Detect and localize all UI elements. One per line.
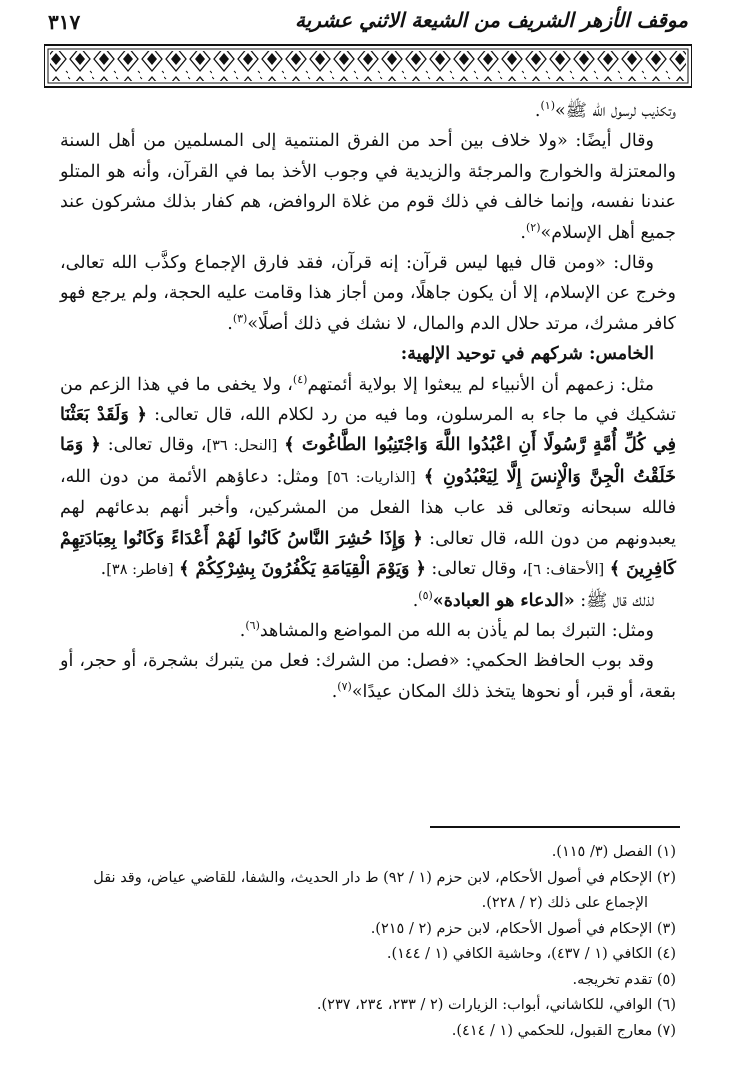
- footnote: (٢) الإحكام في أصول الأحكام، لابن حزم (١ / ٩٢) ط دار الحديث، والشفا، للقاضي عياض، وقد نقل: [93, 869, 676, 886]
- paragraph: مثل: زعمهم أن الأنبياء لم يبعثوا إلا بولاية أئمتهم$^{(٤)}$، ولا يخفى ما في هذا الزعم من تشكيك في ما جاء به المرسلون، وما فيه من رد لكلام الله، قال تعالى: ﴿ وَلَقَدْ بَعَثْنَا فِي كُلِّ أُمَّةٍ رَّسُولًا أَنِ اعْبُدُوا اللَّهَ وَاجْتَنِبُوا الطَّاغُوتَ ﴾ [النحل: ٣٦]، وقال تعالى: ﴿ وَمَا خَلَقْتُ الْجِنَّ وَالْإِنسَ إِلَّا لِيَعْبُدُونِ ﴾ [الذاريات: ٥٦] ومثل: دعاؤهم الأئمة من دون الله، فالله سبحانه وتعالى قد عاب هذا الفعل من المشركين، وأخبر أنهم بدعائهم لهم يعبدونهم من دون الله، قال تعالى: ﴿ وَإِذَا حُشِرَ النَّاسُ كَانُوا لَهُمْ أَعْدَاءً وَكَانُوا بِعِبَادَتِهِمْ كَافِرِينَ ﴾ [الأحقاف: ٦]، وقال تعالى: ﴿ وَيَوْمَ الْقِيَامَةِ يَكْفُرُونَ بِشِرْكِكُمْ ﴾ [فاطر: ٣٨].: [60, 372, 676, 580]
- paragraph: وقال: «ومن قال فيها ليس قرآن: إنه قرآن، فقد فارق الإجماع وكذَّب الله تعالى، وخرج عن الإسلام، إلا أن يكون جاهلًا، ومن أجاز هذا وقامت عليه الحجة، ولم يرجع فهو كافر مشرك، مرتد حلال الدم والمال، لا نشك في ذلك أصلًا»$^{(٣)}$.: [60, 253, 676, 334]
- page-header: [48, 4, 688, 40]
- footnote-continuation: الإجماع على ذلك (٢ / ٢٢٨).: [481, 895, 648, 911]
- footnote-separator: [430, 826, 680, 828]
- hadith-quote: «الدعاء هو العبادة»: [432, 590, 575, 611]
- footnote-marker: (١): [540, 99, 555, 113]
- verse-reference: [الذاريات: ٥٦]: [327, 469, 416, 486]
- footnote-marker: (٧): [337, 679, 352, 693]
- footnote: (٥) تقدم تخريجه.: [572, 971, 676, 988]
- footnote-marker: (٤): [292, 372, 308, 386]
- footnote-marker: (٣): [232, 312, 248, 326]
- paragraph: وقال أيضًا: «ولا خلاف بين أحد من الفرق المنتمية إلى المسلمين من أهل السنة والمعتزلة والخوارج والمرجئة والزيدية في وجوب الأخذ بما في القرآن، وأنه هو المتلو عندنا نفسه، وإنما خالف في ذلك قوم من غلاة الروافض، هم كفار بذلك مشركون عند جميع أهل الإسلام»$^{(٢)}$.: [60, 131, 676, 243]
- paragraph: وقد بوب الحافظ الحكمي: «فصل: من الشرك: فعل من يتبرك بشجرة، أو حجر، أو بقعة، أو قبر، أو نحوها يتخذ ذلك المكان عيدًا»$^{(٧)}$.: [60, 651, 676, 702]
- footnote-marker: (٦): [245, 619, 260, 633]
- verse-reference: [النحل: ٣٦]: [206, 438, 278, 455]
- quran-verse: ﴿ وَمَا خَلَقْتُ الْجِنَّ وَالْإِنسَ إِلَّا لِيَعْبُدُونِ ﴾: [60, 435, 676, 487]
- decorative-header-border: [44, 44, 692, 88]
- footnote: (١) الفصل (٣/ ١١٥).: [551, 844, 676, 860]
- footnote-marker: (٢): [525, 220, 541, 234]
- verse-reference: [فاطر: ٣٨]: [106, 562, 174, 579]
- verse-reference: [الأحقاف: ٦]: [527, 562, 605, 579]
- page-number: ٣١٧: [48, 10, 81, 34]
- paragraph: ومثل: التبرك بما لم يأذن به الله من المواضع والمشاهد$^{(٦)}$.: [239, 619, 654, 641]
- footnote: (٣) الإحكام في أصول الأحكام، لابن حزم (٢ / ٢١٥).: [370, 920, 676, 937]
- running-title: موقف الأزهر الشريف من الشيعة الاثني عشرية: [294, 8, 688, 32]
- paragraph: لذلك قال ﷺ: «الدعاء هو العبادة»$^{(٥)}$.: [412, 588, 654, 611]
- footnote: (٦) الوافي، للكاشاني، أبواب: الزيارات (٢ / ٢٣٣، ٢٣٤، ٢٣٧).: [316, 997, 676, 1013]
- footnote: (٤) الكافي (١ / ٤٣٧)، وحاشية الكافي (١ / ١٤٤).: [386, 946, 676, 962]
- section-heading: الخامس: شركهم في توحيد الإلهية:: [400, 344, 654, 365]
- footnotes: [60, 840, 676, 1044]
- footnote-marker: (٥): [418, 588, 433, 602]
- paragraph: وتكذيب لرسول الله ﷺ»$^{(١)}$.: [534, 99, 676, 121]
- footnote: (٧) معارج القبول، للحكمي (١ / ٤١٤).: [451, 1022, 676, 1039]
- quran-verse: ﴿ وَلَقَدْ بَعَثْنَا فِي كُلِّ أُمَّةٍ رَّسُولًا أَنِ اعْبُدُوا اللَّهَ وَاجْتَنِبُوا الطَّاغُوتَ ﴾: [60, 405, 676, 456]
- main-text: [60, 96, 676, 707]
- quran-verse: ﴿ وَإِذَا حُشِرَ النَّاسُ كَانُوا لَهُمْ أَعْدَاءً وَكَانُوا بِعِبَادَتِهِمْ كَافِرِينَ ﴾: [60, 528, 676, 580]
- quran-verse: ﴿ وَيَوْمَ الْقِيَامَةِ يَكْفُرُونَ بِشِرْكِكُمْ ﴾: [179, 559, 426, 580]
